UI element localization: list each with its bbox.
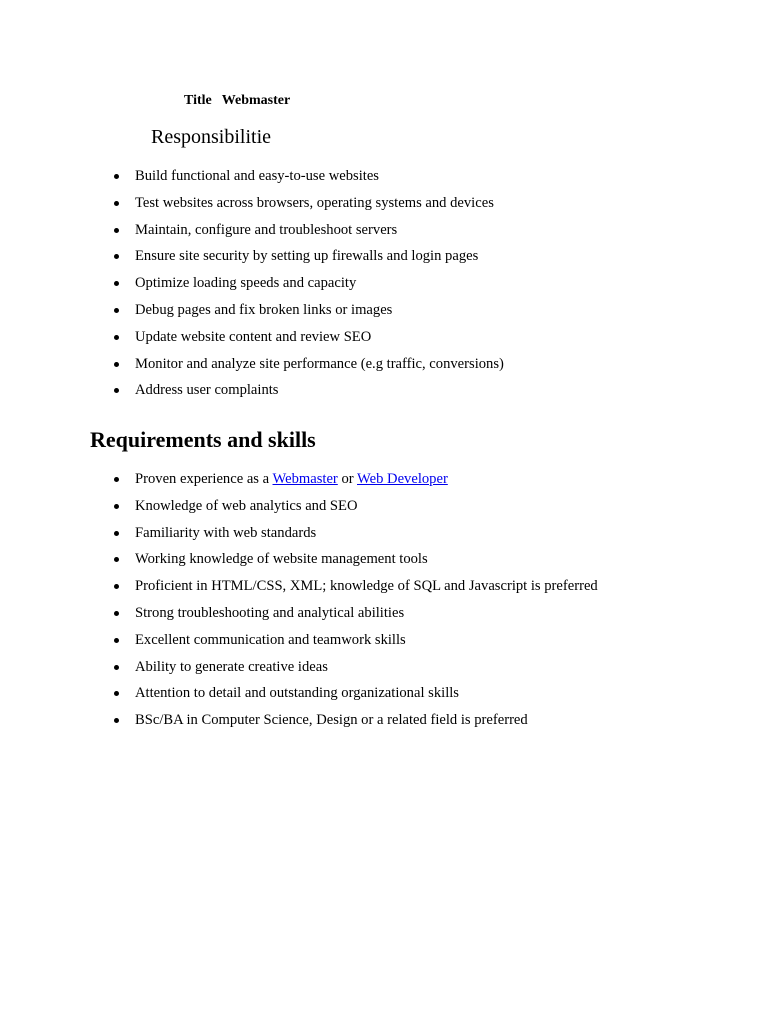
bullet-icon bbox=[114, 362, 119, 367]
list-item bbox=[0, 523, 700, 550]
job-title-line bbox=[184, 92, 290, 110]
bullet-icon bbox=[114, 254, 119, 259]
responsibilities-heading: Responsibilitie bbox=[151, 126, 271, 148]
bullet-icon bbox=[114, 691, 119, 696]
list-item-text: Ensure site security by setting up firewalls and login pages bbox=[135, 248, 479, 265]
bullet-icon bbox=[114, 308, 119, 313]
list-item bbox=[0, 576, 700, 603]
web-developer-link[interactable]: Web Developer bbox=[357, 471, 448, 487]
list-item bbox=[0, 327, 700, 354]
list-item bbox=[0, 549, 700, 576]
list-item-text: Proficient in HTML/CSS, XML; knowledge of SQL and Javascript is preferred bbox=[135, 578, 598, 595]
bullet-icon bbox=[114, 388, 119, 393]
bullet-icon bbox=[114, 584, 119, 589]
bullet-icon bbox=[114, 557, 119, 562]
list-item-text: Working knowledge of website management tools bbox=[135, 551, 428, 568]
title-label: Title bbox=[184, 93, 212, 108]
bullet-icon bbox=[114, 477, 119, 482]
list-item bbox=[0, 603, 700, 630]
bullet-icon bbox=[114, 335, 119, 340]
list-item-text: Knowledge of web analytics and SEO bbox=[135, 497, 358, 514]
list-item bbox=[0, 469, 700, 496]
bullet-icon bbox=[114, 504, 119, 509]
list-item-text: Build functional and easy-to-use websites bbox=[135, 168, 379, 184]
list-item bbox=[0, 710, 700, 737]
requirements-list bbox=[0, 469, 700, 737]
bullet-icon bbox=[114, 638, 119, 643]
list-item bbox=[0, 683, 700, 710]
webmaster-link[interactable]: Webmaster bbox=[272, 471, 338, 487]
list-item bbox=[0, 300, 700, 327]
list-item bbox=[0, 630, 700, 657]
list-item-text: or bbox=[337, 471, 357, 487]
list-item-text: Optimize loading speeds and capacity bbox=[135, 275, 357, 292]
bullet-icon bbox=[114, 174, 119, 179]
list-item bbox=[0, 273, 700, 300]
list-item-text: Update website content and review SEO bbox=[135, 328, 372, 345]
bullet-icon bbox=[114, 611, 119, 616]
list-item-text: Monitor and analyze site performance (e.g traffic, conversions) bbox=[135, 355, 504, 372]
list-item bbox=[0, 380, 700, 407]
list-item-text: Debug pages and fix broken links or images bbox=[135, 301, 393, 318]
list-item-text: Test websites across browsers, operating systems and devices bbox=[135, 194, 494, 211]
bullet-icon bbox=[114, 531, 119, 536]
list-item bbox=[0, 166, 700, 193]
list-item bbox=[0, 354, 700, 381]
list-item bbox=[0, 193, 700, 220]
bullet-icon bbox=[114, 228, 119, 233]
bullet-icon bbox=[114, 718, 119, 723]
title-value: Webmaster bbox=[221, 93, 291, 108]
bullet-icon bbox=[114, 201, 119, 206]
list-item-text: BSc/BA in Computer Science, Design or a related field is preferred bbox=[135, 712, 528, 729]
list-item-text: Familiarity with web standards bbox=[135, 524, 317, 541]
bullet-icon bbox=[114, 665, 119, 670]
list-item-text: Address user complaints bbox=[135, 382, 279, 399]
list-item-text: Maintain, configure and troubleshoot servers bbox=[135, 221, 398, 238]
list-item bbox=[0, 246, 700, 273]
list-item-text: Proven experience as a bbox=[135, 471, 273, 487]
list-item-text: Strong troubleshooting and analytical abilities bbox=[135, 604, 405, 621]
responsibilities-list bbox=[0, 166, 700, 407]
list-item bbox=[0, 657, 700, 684]
list-item-text: Excellent communication and teamwork skills bbox=[135, 631, 406, 648]
list-item-text: Ability to generate creative ideas bbox=[135, 658, 328, 675]
list-item bbox=[0, 220, 700, 247]
list-item bbox=[0, 496, 700, 523]
list-item-text: Attention to detail and outstanding organizational skills bbox=[135, 685, 459, 702]
requirements-heading: Requirements and skills bbox=[90, 427, 316, 452]
bullet-icon bbox=[114, 281, 119, 286]
